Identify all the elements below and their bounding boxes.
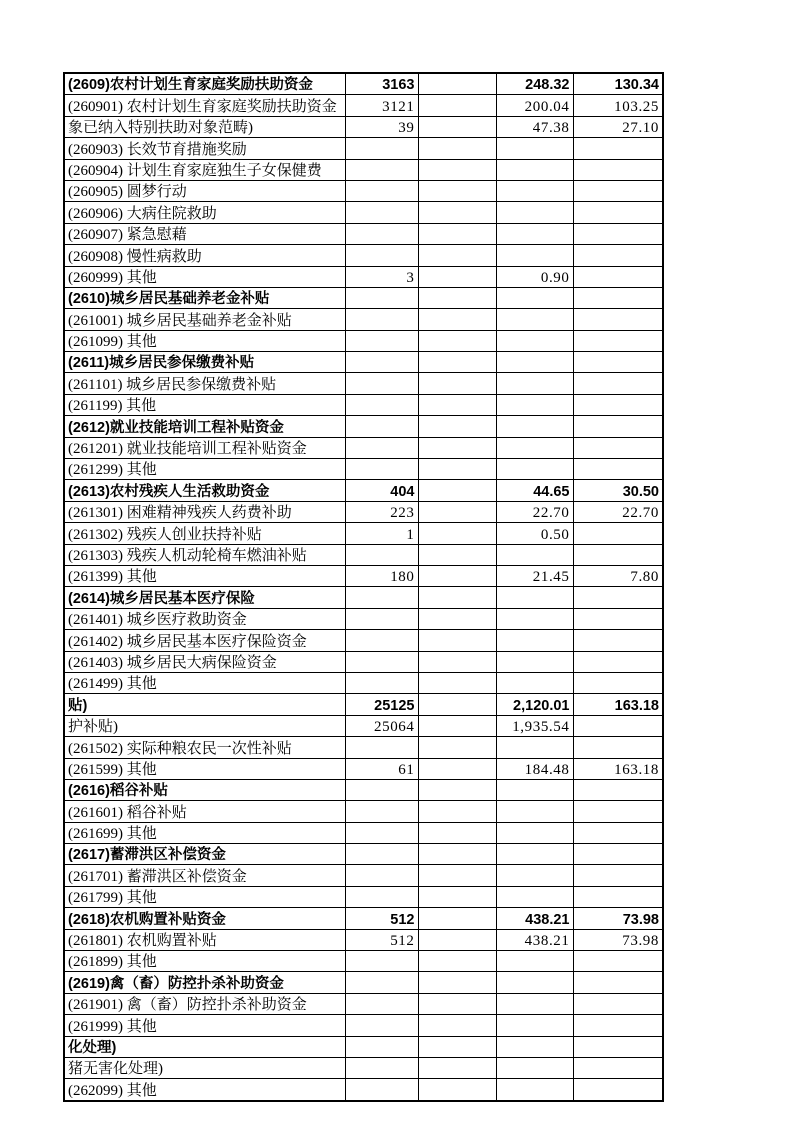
value-cell-3 — [496, 844, 573, 865]
value-cell-4 — [573, 202, 663, 223]
value-cell-1: 3121 — [345, 95, 418, 116]
value-cell-1: 25125 — [345, 694, 418, 715]
value-cell-1 — [345, 544, 418, 565]
value-cell-1: 3 — [345, 266, 418, 287]
table-row — [64, 159, 663, 180]
value-cell-1 — [345, 1036, 418, 1057]
value-cell-1: 512 — [345, 908, 418, 929]
item-label-cell: (260904) 计划生育家庭独生子女保健费 — [64, 159, 345, 180]
value-cell-2 — [418, 801, 496, 822]
item-label-cell: (261101) 城乡居民参保缴费补贴 — [64, 373, 345, 394]
value-cell-1 — [345, 245, 418, 266]
item-label-cell: (2618)农机购置补贴资金 — [64, 908, 345, 929]
value-cell-3 — [496, 138, 573, 159]
value-cell-2 — [418, 1079, 496, 1101]
table-row — [64, 672, 663, 693]
value-cell-3 — [496, 587, 573, 608]
value-cell-4 — [573, 266, 663, 287]
item-label: 化处理) — [68, 1039, 117, 1056]
value-cell-2 — [418, 608, 496, 629]
item-label-cell: (261999) 其他 — [64, 1015, 345, 1036]
value-cell-3 — [496, 373, 573, 394]
item-label-cell: (2613)农村残疾人生活救助资金 — [64, 480, 345, 501]
clipped-cell-content — [68, 1038, 345, 1057]
value-cell-2 — [418, 95, 496, 116]
table-row — [64, 844, 663, 865]
value-cell-1: 512 — [345, 929, 418, 950]
item-label-cell: (261199) 其他 — [64, 394, 345, 415]
value-cell-1 — [345, 993, 418, 1014]
value-cell-4 — [573, 416, 663, 437]
value-cell-4 — [573, 544, 663, 565]
table-row — [64, 180, 663, 201]
table-row — [64, 480, 663, 501]
value-cell-4 — [573, 309, 663, 330]
item-label-cell: (261303) 残疾人机动轮椅车燃油补贴 — [64, 544, 345, 565]
value-cell-4: 73.98 — [573, 929, 663, 950]
value-cell-2 — [418, 202, 496, 223]
value-cell-1: 180 — [345, 565, 418, 586]
value-cell-2 — [418, 159, 496, 180]
value-cell-1 — [345, 223, 418, 244]
value-cell-3 — [496, 993, 573, 1014]
item-label-cell: (2612)就业技能培训工程补贴资金 — [64, 416, 345, 437]
value-cell-2 — [418, 779, 496, 800]
item-label-cell — [64, 1036, 345, 1057]
value-cell-1 — [345, 138, 418, 159]
table-row — [64, 908, 663, 929]
value-cell-4: 163.18 — [573, 694, 663, 715]
value-cell-1 — [345, 844, 418, 865]
value-cell-3 — [496, 951, 573, 972]
value-cell-3: 47.38 — [496, 116, 573, 137]
item-label-cell: (260999) 其他 — [64, 266, 345, 287]
table-row — [64, 1057, 663, 1078]
table-row — [64, 694, 663, 715]
table-row — [64, 501, 663, 522]
value-cell-3 — [496, 1036, 573, 1057]
value-cell-2 — [418, 330, 496, 351]
table-row — [64, 138, 663, 159]
table-row — [64, 73, 663, 95]
value-cell-2 — [418, 373, 496, 394]
table-row — [64, 459, 663, 480]
item-label-cell: (260903) 长效节育措施奖励 — [64, 138, 345, 159]
value-cell-1: 39 — [345, 116, 418, 137]
item-label-cell: (260908) 慢性病救助 — [64, 245, 345, 266]
value-cell-1 — [345, 672, 418, 693]
table-row — [64, 972, 663, 993]
value-cell-4 — [573, 373, 663, 394]
value-cell-4: 30.50 — [573, 480, 663, 501]
value-cell-1: 223 — [345, 501, 418, 522]
value-cell-4 — [573, 159, 663, 180]
value-cell-4 — [573, 651, 663, 672]
value-cell-1 — [345, 1057, 418, 1078]
value-cell-4 — [573, 822, 663, 843]
value-cell-2 — [418, 822, 496, 843]
value-cell-4 — [573, 608, 663, 629]
value-cell-4 — [573, 993, 663, 1014]
value-cell-2 — [418, 758, 496, 779]
value-cell-1 — [345, 1079, 418, 1101]
item-label-cell: (261401) 城乡医疗救助资金 — [64, 608, 345, 629]
table-row — [64, 116, 663, 137]
value-cell-1: 404 — [345, 480, 418, 501]
value-cell-4: 27.10 — [573, 116, 663, 137]
value-cell-2 — [418, 929, 496, 950]
value-cell-3: 184.48 — [496, 758, 573, 779]
item-label-cell: (261601) 稻谷补贴 — [64, 801, 345, 822]
value-cell-2 — [418, 394, 496, 415]
value-cell-3 — [496, 801, 573, 822]
table-row — [64, 587, 663, 608]
value-cell-4 — [573, 1057, 663, 1078]
value-cell-1 — [345, 801, 418, 822]
value-cell-1: 3163 — [345, 73, 418, 95]
item-label-cell: (261402) 城乡居民基本医疗保险资金 — [64, 630, 345, 651]
value-cell-2 — [418, 651, 496, 672]
table-row — [64, 394, 663, 415]
table-row — [64, 95, 663, 116]
value-cell-4 — [573, 330, 663, 351]
value-cell-4 — [573, 437, 663, 458]
value-cell-1 — [345, 886, 418, 907]
value-cell-2 — [418, 437, 496, 458]
value-cell-2 — [418, 908, 496, 929]
item-label-cell: (261701) 蓄滞洪区补偿资金 — [64, 865, 345, 886]
value-cell-1 — [345, 394, 418, 415]
item-label-cell: (261901) 禽（畜）防控扑杀补助资金 — [64, 993, 345, 1014]
value-cell-3 — [496, 416, 573, 437]
table-row — [64, 993, 663, 1014]
value-cell-4 — [573, 737, 663, 758]
value-cell-3 — [496, 180, 573, 201]
value-cell-2 — [418, 544, 496, 565]
value-cell-3: 0.50 — [496, 523, 573, 544]
value-cell-1 — [345, 202, 418, 223]
clipped-cell-content — [68, 717, 345, 736]
value-cell-1 — [345, 416, 418, 437]
value-cell-3 — [496, 309, 573, 330]
item-label-cell: (260906) 大病住院救助 — [64, 202, 345, 223]
clipped-cell-content — [68, 1059, 345, 1078]
value-cell-4 — [573, 223, 663, 244]
item-label-cell: 象已纳入特别扶助对象范畴) — [64, 116, 345, 137]
item-label-cell: (261302) 残疾人创业扶持补贴 — [64, 523, 345, 544]
table-row — [64, 865, 663, 886]
table-row — [64, 608, 663, 629]
value-cell-1 — [345, 330, 418, 351]
table-row — [64, 779, 663, 800]
value-cell-3 — [496, 972, 573, 993]
table-row — [64, 309, 663, 330]
value-cell-3 — [496, 223, 573, 244]
table-row — [64, 715, 663, 736]
item-label-cell: (261499) 其他 — [64, 672, 345, 693]
value-cell-4 — [573, 523, 663, 544]
value-cell-3 — [496, 779, 573, 800]
item-label-cell: (2616)稻谷补贴 — [64, 779, 345, 800]
value-cell-1 — [345, 608, 418, 629]
item-label-cell: (261301) 困难精神残疾人药费补助 — [64, 501, 345, 522]
value-cell-2 — [418, 416, 496, 437]
value-cell-2 — [418, 266, 496, 287]
value-cell-3 — [496, 544, 573, 565]
value-cell-1 — [345, 159, 418, 180]
value-cell-1 — [345, 373, 418, 394]
value-cell-3: 0.90 — [496, 266, 573, 287]
table-row — [64, 330, 663, 351]
item-label-cell — [64, 694, 345, 715]
table-row — [64, 630, 663, 651]
value-cell-2 — [418, 138, 496, 159]
item-label-cell: (261502) 实际种粮农民一次性补贴 — [64, 737, 345, 758]
table-row — [64, 951, 663, 972]
item-label-cell: (260907) 紧急慰藉 — [64, 223, 345, 244]
value-cell-4 — [573, 630, 663, 651]
value-cell-1 — [345, 1015, 418, 1036]
value-cell-4 — [573, 844, 663, 865]
value-cell-4 — [573, 972, 663, 993]
value-cell-4 — [573, 459, 663, 480]
value-cell-2 — [418, 180, 496, 201]
item-label-cell: (2610)城乡居民基础养老金补贴 — [64, 287, 345, 308]
value-cell-3 — [496, 672, 573, 693]
item-label-cell: (261899) 其他 — [64, 951, 345, 972]
value-cell-2 — [418, 993, 496, 1014]
value-cell-1 — [345, 180, 418, 201]
value-cell-2 — [418, 245, 496, 266]
value-cell-3 — [496, 287, 573, 308]
value-cell-1 — [345, 587, 418, 608]
value-cell-3 — [496, 437, 573, 458]
value-cell-4 — [573, 715, 663, 736]
value-cell-2 — [418, 116, 496, 137]
value-cell-4 — [573, 1079, 663, 1101]
value-cell-4 — [573, 352, 663, 373]
item-label-cell: (261099) 其他 — [64, 330, 345, 351]
value-cell-4 — [573, 886, 663, 907]
value-cell-4 — [573, 1015, 663, 1036]
item-label-cell: (261599) 其他 — [64, 758, 345, 779]
value-cell-1 — [345, 459, 418, 480]
clipped-cell-content — [68, 696, 345, 715]
item-label-cell: (260901) 农村计划生育家庭奖励扶助资金 — [64, 95, 345, 116]
value-cell-2 — [418, 73, 496, 95]
value-cell-3 — [496, 330, 573, 351]
value-cell-2 — [418, 886, 496, 907]
value-cell-3 — [496, 865, 573, 886]
value-cell-1 — [345, 630, 418, 651]
value-cell-2 — [418, 951, 496, 972]
item-label-cell: (2617)蓄滞洪区补偿资金 — [64, 844, 345, 865]
table-row — [64, 929, 663, 950]
value-cell-4 — [573, 1036, 663, 1057]
table-row — [64, 758, 663, 779]
value-cell-4 — [573, 394, 663, 415]
value-cell-3 — [496, 1015, 573, 1036]
value-cell-3 — [496, 608, 573, 629]
item-label-cell: (2611)城乡居民参保缴费补贴 — [64, 352, 345, 373]
value-cell-2 — [418, 694, 496, 715]
value-cell-4: 73.98 — [573, 908, 663, 929]
value-cell-4: 130.34 — [573, 73, 663, 95]
value-cell-4: 7.80 — [573, 565, 663, 586]
item-label-cell: (261299) 其他 — [64, 459, 345, 480]
value-cell-1 — [345, 779, 418, 800]
table-row — [64, 651, 663, 672]
value-cell-3 — [496, 737, 573, 758]
value-cell-3: 438.21 — [496, 929, 573, 950]
table-row — [64, 352, 663, 373]
item-label-cell: (261699) 其他 — [64, 822, 345, 843]
value-cell-3: 200.04 — [496, 95, 573, 116]
value-cell-3 — [496, 394, 573, 415]
value-cell-2 — [418, 844, 496, 865]
value-cell-3 — [496, 1079, 573, 1101]
table-row — [64, 266, 663, 287]
value-cell-4 — [573, 672, 663, 693]
item-label-cell — [64, 715, 345, 736]
value-cell-4: 103.25 — [573, 95, 663, 116]
table-row — [64, 523, 663, 544]
value-cell-3 — [496, 459, 573, 480]
item-label-cell: (2619)禽（畜）防控扑杀补助资金 — [64, 972, 345, 993]
budget-table-body — [64, 73, 663, 1101]
value-cell-1 — [345, 309, 418, 330]
table-row — [64, 737, 663, 758]
item-label-cell: (260905) 圆梦行动 — [64, 180, 345, 201]
value-cell-2 — [418, 565, 496, 586]
item-label-cell: (2614)城乡居民基本医疗保险 — [64, 587, 345, 608]
table-row — [64, 565, 663, 586]
value-cell-2 — [418, 352, 496, 373]
value-cell-4 — [573, 138, 663, 159]
value-cell-4 — [573, 865, 663, 886]
value-cell-3: 22.70 — [496, 501, 573, 522]
table-row — [64, 287, 663, 308]
value-cell-3 — [496, 886, 573, 907]
value-cell-3: 248.32 — [496, 73, 573, 95]
value-cell-3: 44.65 — [496, 480, 573, 501]
value-cell-2 — [418, 223, 496, 244]
item-label: 猪无害化处理) — [68, 1061, 163, 1078]
table-row — [64, 245, 663, 266]
value-cell-2 — [418, 587, 496, 608]
value-cell-1: 1 — [345, 523, 418, 544]
table-row — [64, 373, 663, 394]
value-cell-2 — [418, 459, 496, 480]
table-row — [64, 202, 663, 223]
item-label-cell — [64, 1057, 345, 1078]
table-row — [64, 1036, 663, 1057]
table-row — [64, 1079, 663, 1101]
value-cell-3: 21.45 — [496, 565, 573, 586]
table-row — [64, 416, 663, 437]
value-cell-1 — [345, 972, 418, 993]
value-cell-1 — [345, 865, 418, 886]
value-cell-4 — [573, 587, 663, 608]
value-cell-4 — [573, 287, 663, 308]
subsidy-table — [63, 72, 664, 1102]
value-cell-3 — [496, 1057, 573, 1078]
value-cell-4 — [573, 951, 663, 972]
value-cell-4 — [573, 180, 663, 201]
value-cell-1 — [345, 287, 418, 308]
item-label: 贴) — [68, 697, 88, 714]
table-row — [64, 544, 663, 565]
value-cell-3 — [496, 202, 573, 223]
value-cell-1 — [345, 737, 418, 758]
value-cell-3 — [496, 630, 573, 651]
value-cell-2 — [418, 501, 496, 522]
value-cell-3 — [496, 651, 573, 672]
value-cell-1 — [345, 822, 418, 843]
table-row — [64, 1015, 663, 1036]
table-row — [64, 437, 663, 458]
value-cell-4 — [573, 801, 663, 822]
value-cell-2 — [418, 630, 496, 651]
value-cell-4: 163.18 — [573, 758, 663, 779]
value-cell-3 — [496, 245, 573, 266]
value-cell-3 — [496, 159, 573, 180]
value-cell-2 — [418, 672, 496, 693]
value-cell-4 — [573, 245, 663, 266]
value-cell-3 — [496, 822, 573, 843]
item-label-cell: (261399) 其他 — [64, 565, 345, 586]
item-label-cell: (261801) 农机购置补贴 — [64, 929, 345, 950]
value-cell-3: 2,120.01 — [496, 694, 573, 715]
value-cell-1: 61 — [345, 758, 418, 779]
value-cell-2 — [418, 865, 496, 886]
value-cell-3 — [496, 352, 573, 373]
value-cell-1: 25064 — [345, 715, 418, 736]
value-cell-1 — [345, 651, 418, 672]
value-cell-2 — [418, 972, 496, 993]
value-cell-2 — [418, 1036, 496, 1057]
value-cell-2 — [418, 287, 496, 308]
table-row — [64, 886, 663, 907]
item-label-cell: (2609)农村计划生育家庭奖励扶助资金 — [64, 73, 345, 95]
value-cell-2 — [418, 1057, 496, 1078]
value-cell-2 — [418, 1015, 496, 1036]
value-cell-2 — [418, 737, 496, 758]
value-cell-4: 22.70 — [573, 501, 663, 522]
table-row — [64, 223, 663, 244]
value-cell-2 — [418, 309, 496, 330]
value-cell-3: 438.21 — [496, 908, 573, 929]
table-row — [64, 822, 663, 843]
value-cell-1 — [345, 352, 418, 373]
value-cell-2 — [418, 715, 496, 736]
item-label-cell: (261201) 就业技能培训工程补贴资金 — [64, 437, 345, 458]
value-cell-2 — [418, 523, 496, 544]
item-label-cell: (261799) 其他 — [64, 886, 345, 907]
item-label: 护补贴) — [68, 719, 118, 736]
value-cell-4 — [573, 779, 663, 800]
item-label-cell: (261403) 城乡居民大病保险资金 — [64, 651, 345, 672]
value-cell-3: 1,935.54 — [496, 715, 573, 736]
table-row — [64, 801, 663, 822]
value-cell-1 — [345, 437, 418, 458]
value-cell-1 — [345, 951, 418, 972]
item-label-cell: (261001) 城乡居民基础养老金补贴 — [64, 309, 345, 330]
item-label-cell: (262099) 其他 — [64, 1079, 345, 1101]
value-cell-2 — [418, 480, 496, 501]
